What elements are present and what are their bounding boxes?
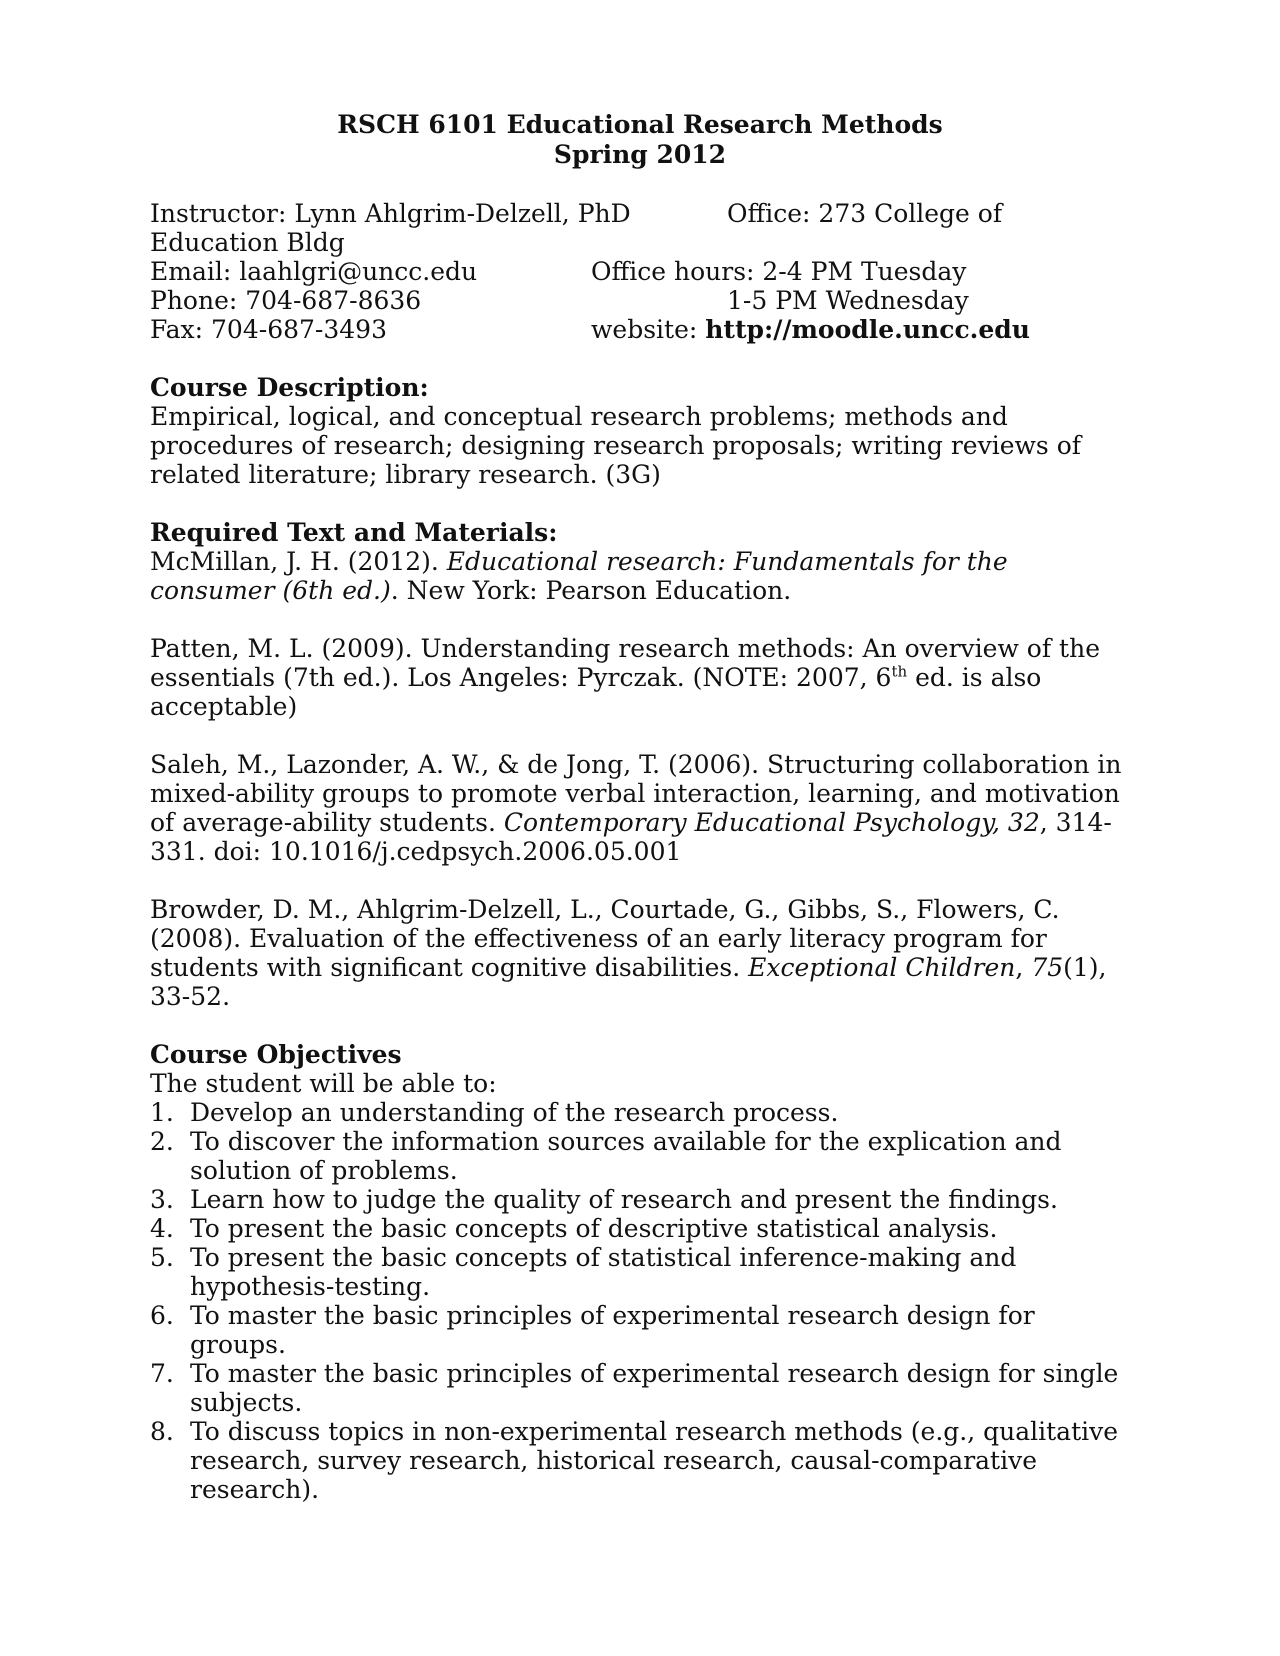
list-item xyxy=(150,1098,1130,1127)
list-number: 2. xyxy=(150,1127,174,1156)
list-text: To master the basic principles of experimental research design for groups. xyxy=(190,1301,1035,1359)
list-item xyxy=(150,1359,1130,1417)
list-number: 1. xyxy=(150,1098,174,1127)
list-text: Learn how to judge the quality of research and present the findings. xyxy=(190,1185,1058,1214)
ref-text: , 314-331. doi: 10.1016/j.cedpsych.2006.05.001 xyxy=(150,808,1112,866)
website-line xyxy=(591,315,1030,344)
list-text: To present the basic concepts of statistical inference-making and hypothesis-testing. xyxy=(190,1243,1017,1301)
office-hours-1: Office hours: 2-4 PM Tuesday xyxy=(591,257,967,286)
ref-journal-title: Contemporary Educational Psychology, 32 xyxy=(503,808,1040,837)
ref-text: , xyxy=(1015,953,1032,982)
list-text: To master the basic principles of experimental research design for single subjects. xyxy=(190,1359,1119,1417)
list-text: To discuss topics in non-experimental research methods (e.g., qualitative research, survey research, historical research, causal-comparative research). xyxy=(190,1417,1119,1504)
instructor-name: Instructor: Lynn Ahlgrim-Delzell, PhD xyxy=(150,199,631,228)
ref-body xyxy=(150,750,1130,866)
ref-journal-title: Exceptional Children xyxy=(748,953,1016,982)
ref-text: . New York: Pearson Education. xyxy=(390,576,792,605)
instructor-fax: Fax: 704-687-3493 xyxy=(150,315,387,344)
course-description-section xyxy=(150,373,1130,489)
list-item xyxy=(150,1127,1130,1185)
list-item xyxy=(150,1301,1130,1359)
website-label: website: xyxy=(591,315,706,344)
ref-volume: 75 xyxy=(1031,953,1064,982)
instructor-email: Email: laahlgri@uncc.edu xyxy=(150,257,478,286)
ref-text: ed. is also acceptable) xyxy=(150,663,1042,721)
course-description-heading: Course Description: xyxy=(150,373,429,402)
ref-book-title: Educational research: Fundamentals for the consumer (6th ed.) xyxy=(150,547,1008,605)
ref-text: (1), 33-52. xyxy=(150,953,1107,1011)
objectives-heading: Course Objectives xyxy=(150,1040,402,1069)
course-description-text: Empirical, logical, and conceptual research problems; methods and procedures of research; designing research proposals; writing reviews of related literature; library research. (3G) xyxy=(150,402,1081,489)
list-item xyxy=(150,1243,1130,1301)
office-location: Office: 273 College of xyxy=(727,199,1003,228)
reference-saleh xyxy=(150,750,1130,866)
office-hours-2: 1-5 PM Wednesday xyxy=(727,286,969,315)
list-item xyxy=(150,1185,1130,1214)
ref-text: Patten, M. L. (2009). Understanding research methods: An overview of the essentials (7th ed.). Los Angeles: Pyrczak. (NOTE: 2007, 6 xyxy=(150,634,1100,692)
ref-text: McMillan, J. H. (2012). xyxy=(150,547,447,576)
materials-heading: Required Text and Materials: xyxy=(150,518,558,547)
reference-mcmillan xyxy=(150,547,1130,605)
objectives-intro: The student will be able to: xyxy=(150,1069,497,1098)
instructor-phone: Phone: 704-687-8636 xyxy=(150,286,422,315)
course-term: Spring 2012 xyxy=(553,140,727,169)
reference-patten xyxy=(150,634,1130,721)
list-item xyxy=(150,1417,1130,1504)
list-text: To discover the information sources available for the explication and solution of problems. xyxy=(190,1127,1062,1185)
objectives-section xyxy=(150,1040,1130,1504)
list-number: 4. xyxy=(150,1214,174,1243)
ref-body xyxy=(150,895,1130,1011)
page-title xyxy=(0,110,1280,170)
ref-superscript: th xyxy=(891,662,908,681)
ref-text: Saleh, M., Lazonder, A. W., & de Jong, T. (2006). Structuring collaboration in mixed-ability groups to promote verbal interaction, learning, and motivation of average-ability students. xyxy=(150,750,1122,837)
website-link[interactable]: http://moodle.uncc.edu xyxy=(705,315,1030,344)
reference-browder xyxy=(150,895,1130,1011)
ref-body xyxy=(150,634,1130,721)
list-number: 7. xyxy=(150,1359,174,1388)
office-location-cont: Education Bldg xyxy=(150,228,345,257)
list-text: To present the basic concepts of descriptive statistical analysis. xyxy=(190,1214,998,1243)
list-number: 6. xyxy=(150,1301,174,1330)
list-number: 3. xyxy=(150,1185,174,1214)
materials-section xyxy=(150,518,1130,605)
list-number: 5. xyxy=(150,1243,174,1272)
list-text: Develop an understanding of the research process. xyxy=(190,1098,839,1127)
ref-text: Browder, D. M., Ahlgrim-Delzell, L., Courtade, G., Gibbs, S., Flowers, C. (2008). Evaluation of the effectiveness of an early literacy program for students with significant cognitive disabilities. xyxy=(150,895,1060,982)
course-title: RSCH 6101 Educational Research Methods xyxy=(337,110,943,139)
objectives-list xyxy=(150,1098,1130,1504)
list-item xyxy=(150,1214,1130,1243)
list-number: 8. xyxy=(150,1417,174,1446)
